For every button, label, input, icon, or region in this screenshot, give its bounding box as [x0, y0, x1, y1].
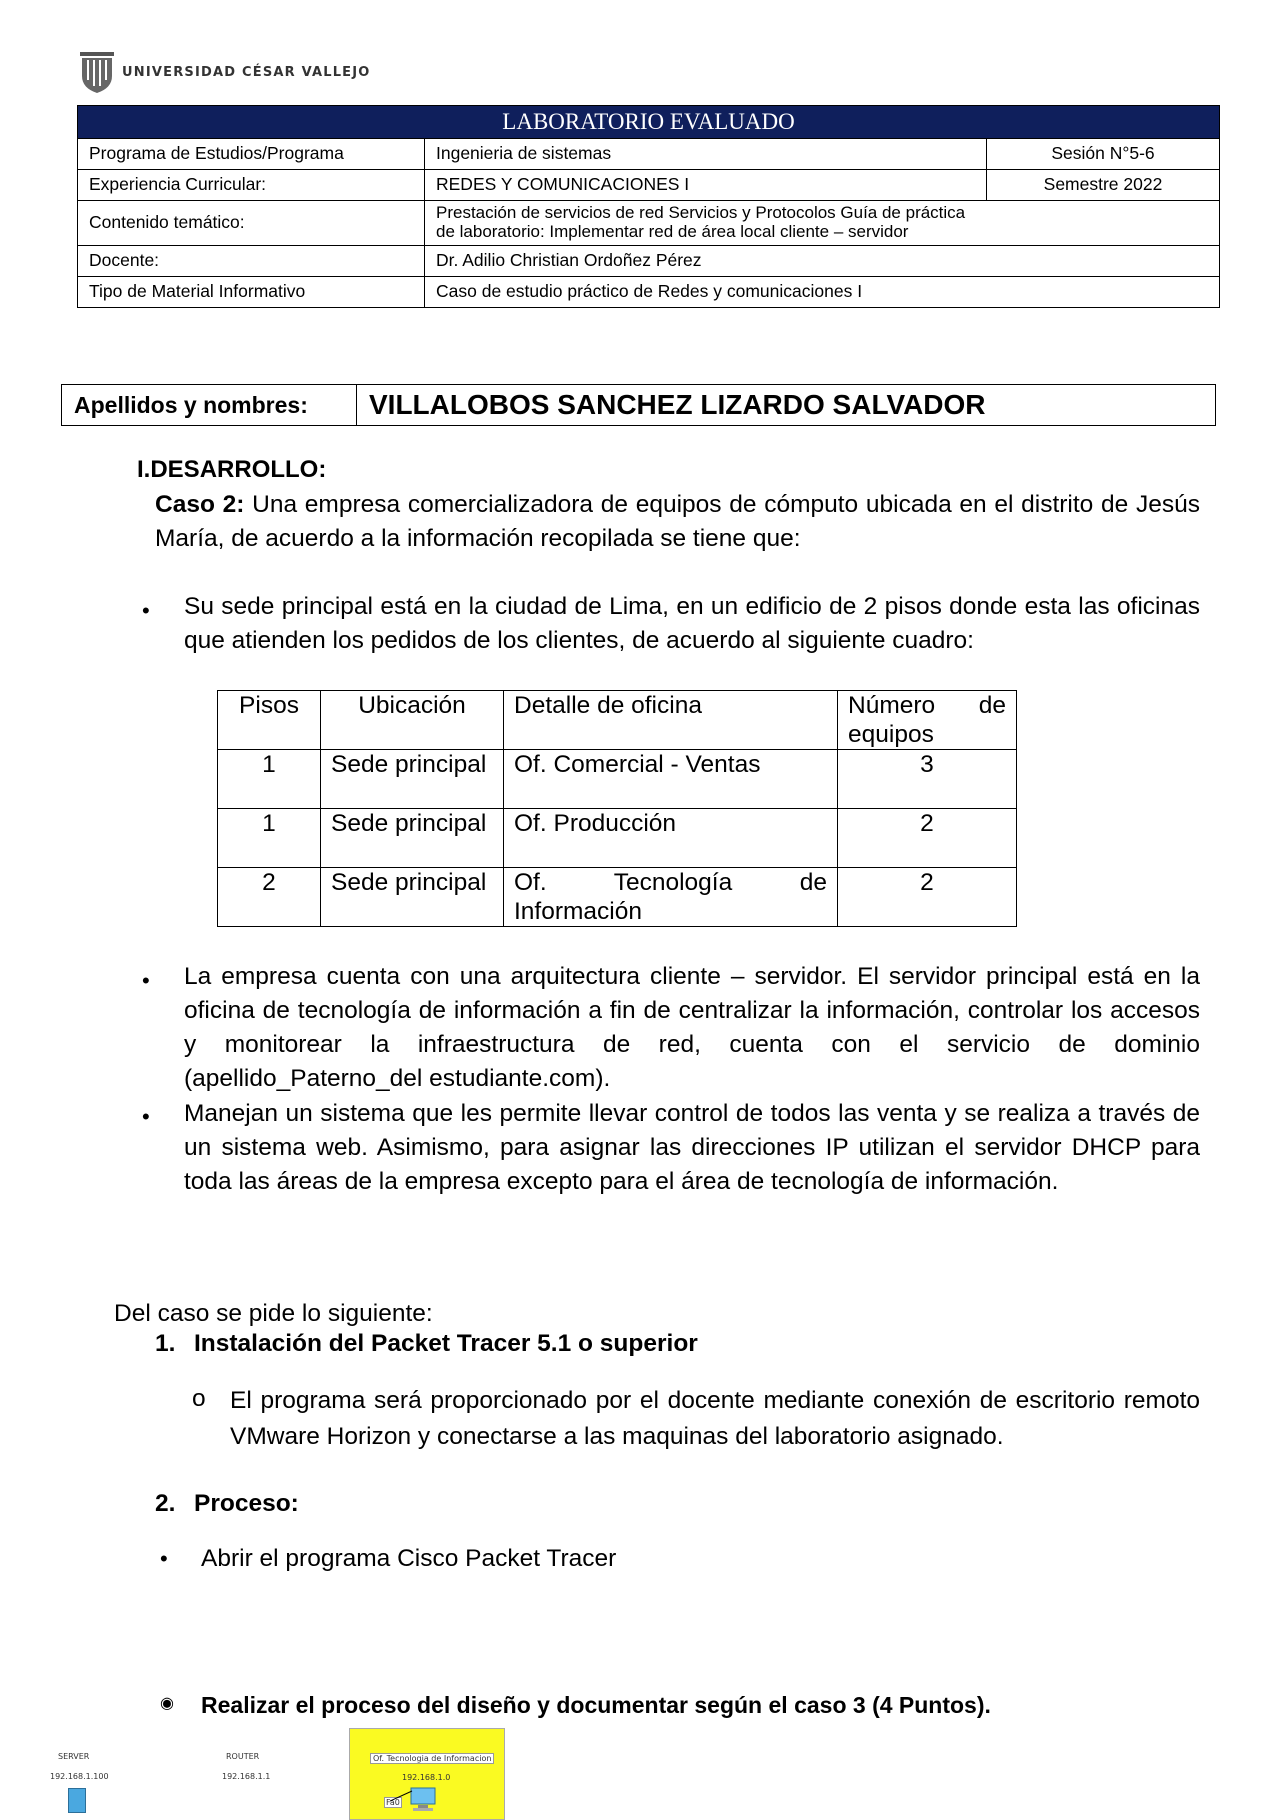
table-cell: 1 [218, 809, 321, 868]
header-label: Programa de Estudios/Programa [78, 139, 425, 170]
list-item: Manejan un sistema que les permite llevar control de todos las venta y se realiza a través de un sistema web. Asimismo, para asignar las direcciones IP utilizan el servidor DHCP para toda las áreas de la empresa excepto para el área de tecnología de información. [184, 1100, 1200, 1195]
header-label: Docente: [78, 246, 425, 277]
case-label: Caso 2: [155, 491, 245, 518]
table-cell: 2 [218, 868, 321, 927]
list-item: Abrir el programa Cisco Packet Tracer [201, 1545, 617, 1572]
step-title: Proceso: [194, 1490, 299, 1517]
header-label: Contenido temático: [78, 201, 425, 246]
list-item: La empresa cuenta con una arquitectura cliente – servidor. El servidor principal está en la oficina de tecnología de información a fin de centralizar la información, controlar los accesos y monitorear la infraestructura de red, cuenta con el servicio de dominio (apellido_Paterno_del estudiante.com). [184, 963, 1200, 1092]
session-number: Sesión N°5-6 [987, 139, 1220, 170]
table-row [218, 868, 1017, 927]
office-table [217, 690, 1017, 927]
university-logo [78, 50, 371, 94]
lab-title: LABORATORIO EVALUADO [78, 106, 1220, 139]
header-value [425, 201, 1220, 246]
office-zone [349, 1728, 505, 1820]
ucv-shield-icon [78, 50, 116, 94]
table-cell: 2 [838, 809, 1017, 868]
bullet-icon: • [142, 598, 150, 623]
table-header: Detalle de oficina [504, 691, 838, 750]
table-cell: 3 [838, 750, 1017, 809]
header-value: REDES Y COMUNICACIONES I [425, 170, 987, 201]
office-label: Of. Tecnologia de Informacion [370, 1753, 494, 1764]
case-text: Una empresa comercializadora de equipos de cómputo ubicada en el distrito de Jesús María, de acuerdo a la información recopilada se tiene que: [155, 491, 1200, 552]
list-item: Su sede principal está en la ciudad de Lima, en un edificio de 2 pisos donde esta las oficinas que atienden los pedidos de los clientes, de acuerdo al siguiente cuadro: [184, 593, 1200, 654]
bullet-icon: • [142, 968, 150, 993]
table-cell: Of. Comercial - Ventas [504, 750, 838, 809]
link-line-icon [390, 1789, 414, 1803]
header-label: Experiencia Curricular: [78, 170, 425, 201]
table-cell: Sede principal [321, 809, 504, 868]
content-line-2: de laboratorio: Implementar red de área local cliente – servidor [436, 222, 909, 241]
table-header: Pisos [218, 691, 321, 750]
student-name-table [61, 384, 1216, 426]
table-cell: 1 [218, 750, 321, 809]
section-title-text: DESARROLLO: [150, 456, 327, 483]
office-ip: 192.168.1.0 [402, 1773, 451, 1782]
router-ip: 192.168.1.1 [222, 1772, 271, 1781]
table-cell: Of. Producción [504, 809, 838, 868]
bullet-icon: ◉ [160, 1695, 174, 1712]
table-row [218, 750, 1017, 809]
bullet-icon: • [160, 1546, 168, 1571]
table-header: Ubicación [321, 691, 504, 750]
semester: Semestre 2022 [987, 170, 1220, 201]
step-title: Instalación del Packet Tracer 5.1 o superior [194, 1330, 698, 1357]
header-value: Ingenieria de sistemas [425, 139, 987, 170]
router-label: ROUTER [226, 1752, 260, 1761]
header-label: Tipo de Material Informativo [78, 277, 425, 308]
teacher-name: Dr. Adilio Christian Ordoñez Pérez [425, 246, 1220, 277]
server-label: SERVER [58, 1752, 90, 1761]
table-header: Número de equipos [838, 691, 1017, 750]
request-intro: Del caso se pide lo siguiente: [114, 1300, 433, 1327]
port-label: Fa0 [386, 1798, 400, 1807]
section-number: I. [137, 456, 151, 483]
content-line-1: Prestación de servicios de red Servicios y Protocolos Guía de práctica [436, 203, 966, 223]
step-number: 1. [155, 1330, 176, 1357]
student-label: Apellidos y nombres: [62, 385, 357, 426]
table-row [218, 809, 1017, 868]
table-cell: Of. Tecnología de Información [504, 868, 838, 927]
table-header-row [218, 691, 1017, 750]
bullet-icon: • [142, 1104, 150, 1129]
header-value: Caso de estudio práctico de Redes y comunicaciones I [425, 277, 1220, 308]
step-number: 2. [155, 1490, 176, 1517]
sub-bullet-marker: o [192, 1385, 206, 1412]
server-icon [68, 1788, 86, 1813]
table-cell: Sede principal [321, 868, 504, 927]
lab-header-table [77, 105, 1220, 308]
table-cell: Sede principal [321, 750, 504, 809]
logo-text: UNIVERSIDAD CÉSAR VALLEJO [122, 64, 371, 80]
case-paragraph [155, 488, 1200, 556]
server-ip: 192.168.1.100 [50, 1772, 109, 1781]
section-title [137, 456, 326, 484]
sub-bullet-text: El programa será proporcionado por el docente mediante conexión de escritorio remoto VMware Horizon y conectarse a las maquinas del laboratorio asignado. [230, 1387, 1200, 1450]
student-name: VILLALOBOS SANCHEZ LIZARDO SALVADOR [357, 385, 1216, 426]
list-item: Realizar el proceso del diseño y documentar según el caso 3 (4 Puntos). [201, 1692, 991, 1718]
table-cell: 2 [838, 868, 1017, 927]
